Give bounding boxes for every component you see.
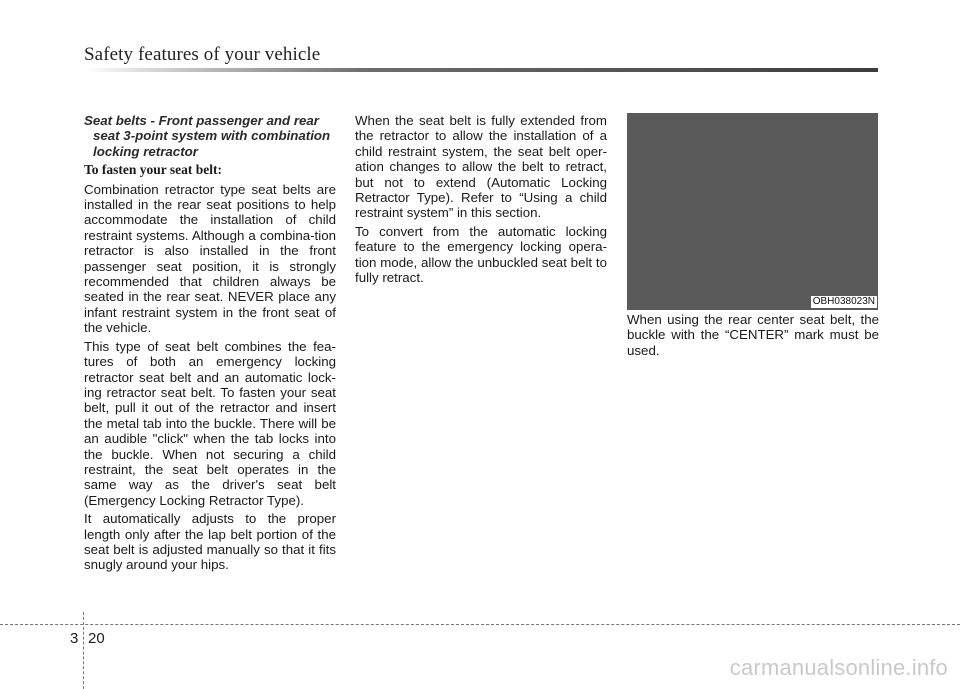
- image-code-label: OBH038023N: [812, 296, 875, 307]
- subheading-line: Seat belts - Front passenger and rear: [84, 113, 319, 128]
- section-title: Safety features of your vehicle: [84, 44, 321, 65]
- column-left: [84, 113, 336, 576]
- footer-dashed-rule: [0, 624, 960, 625]
- body-paragraph: When the seat belt is fully extended from the retractor to allow the installation of a child restraint system, the seat belt oper-ation changes to allow the belt to retract, but not to extend (Automatic Locking Retractor Type). Refer to “Using a child restraint system” in this section.: [355, 113, 607, 221]
- footer-dashed-divider: [83, 612, 84, 689]
- body-paragraph: To convert from the automatic locking feature to the emergency locking opera-tion mode, allow the unbuckled seat belt to fully retract.: [355, 223, 607, 286]
- header-rule: [84, 68, 878, 72]
- chapter-number: 3: [70, 630, 79, 647]
- column-right: [627, 312, 879, 361]
- body-paragraph: Combination retractor type seat belts are installed in the rear seat positions to help accommodate the installation of child restraint systems. Although a combina-tion retractor is also installed in the front passenger seat position, it is strongly recommended that children always be seated in the rear seat. NEVER place any infant restraint system in the front seat of the vehicle.: [84, 181, 336, 336]
- column-middle: [355, 113, 607, 288]
- body-paragraph: This type of seat belt combines the fea-tures of both an emergency locking retractor seat belt and an automatic lock-ing retractor seat belt. To fasten your seat belt, pull it out of the retractor and insert the metal tab into the buckle. There will be an audible "click" when the tab locks into the buckle. When not securing a child restraint, the seat belt operates in the same way as the driver's seat belt (Emergency Locking Retractor Type).: [84, 338, 336, 508]
- subheading-line: locking retractor: [93, 143, 198, 159]
- seat-belt-illustration: [627, 113, 878, 310]
- subheading-line: seat 3-point system with combination: [93, 128, 331, 144]
- body-paragraph: When using the rear center seat belt, the buckle with the “CENTER” mark must be used.: [627, 312, 879, 358]
- body-paragraph: It automatically adjusts to the proper length only after the lap belt portion of the seat belt is adjusted manually so that it fits snugly around your hips.: [84, 511, 336, 573]
- fasten-label: To fasten your seat belt:: [84, 162, 222, 178]
- watermark-text: carmanualsonline.info: [729, 655, 948, 680]
- page-number: 20: [88, 630, 105, 647]
- subheading: [84, 113, 336, 159]
